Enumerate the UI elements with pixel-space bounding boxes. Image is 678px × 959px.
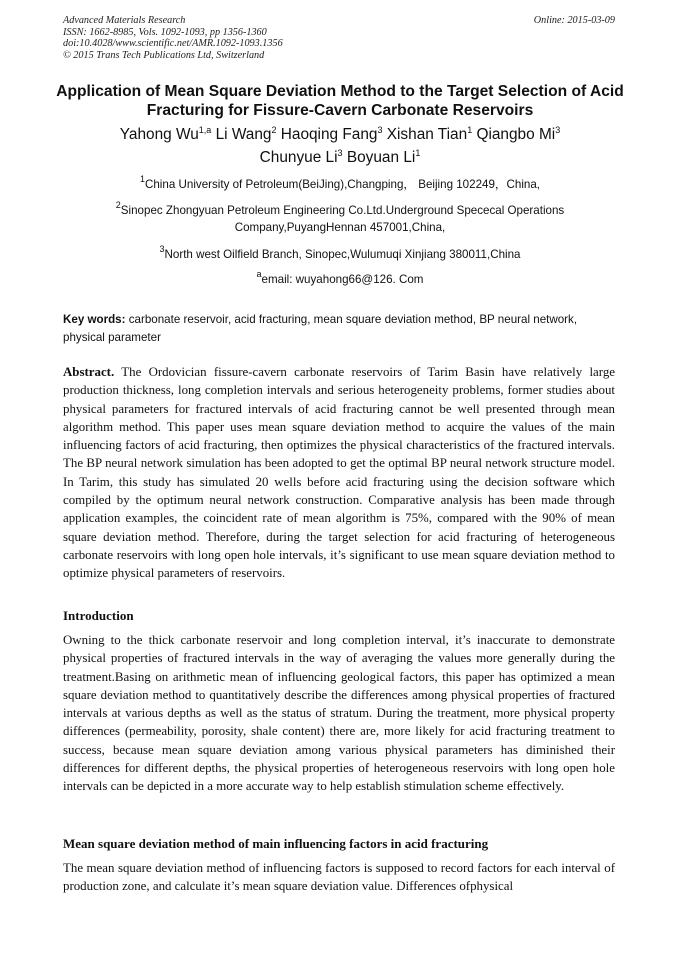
- corresponding-email: $^a$email: wuyahong66@126. Com: [256, 269, 424, 286]
- affiliation: $^3$North west Oilfield Branch, Sinopec,Wulumuqi Xinjiang 380011,China: [159, 244, 521, 261]
- section-heading-msd-method: Mean square deviation method of main influencing factors in acid fracturing: [63, 836, 489, 851]
- introduction-paragraph: Owning to the thick carbonate reservoir and long completion interval, it’s inaccurate to demonstrate physical properties of fractured intervals in the way of averaging the values more generally during the treatment.Basing on arithmetic mean of influencing geological factors, this paper has optimized a mean square deviation method to quantitatively describe the differences among physical properties of fractured intervals at various depths as well as the status of stratum. During the treatment, more physical property differences (permeability, porosity, shale content) there are, more likely for acid fracturing treatment to success, because mean square deviation among various physical parameters has diminished their differences for different depths, the physical properties of heterogeneous reservoirs with long open hole intervals can be depicted in a more accurate way to help establish stimulation scheme effectively.: [63, 633, 615, 794]
- affiliation: $^2$Sinopec Zhongyuan Petroleum Engineering Co.Ltd.Underground Spececal Operations Company,PuyangHennan 457001,China,: [115, 200, 565, 234]
- author: Boyuan Li$^1$: [346, 148, 421, 166]
- author: Qiangbo Mi$^3$: [476, 125, 561, 143]
- affiliation: $^1$China University of Petroleum(BeiJing),Changping， Beijing 102249，China,: [139, 174, 541, 191]
- abstract-text: The Ordovician fissure-cavern carbonate reservoirs of Tarim Basin have relatively large production thickness, long completion intervals and serious heterogeneity problems, former studies about physical parameters for fractured intervals of acid fracturing cannot be well presented through mean algorithm method. This paper uses mean square deviation method to acquire the values of the main influencing factors of acid fracturing, then optimizes the physical characteristics of the fractured intervals. The BP neural network simulation has been adopted to get the optimal BP neural network structure model. In Tarim, this study has simulated 20 wells before acid fracturing using the decision software which compiled by the optimum neural network construction. Comparative analysis has been made through application examples, the coincident rate of mean algorithm is 75%, compared with the 90% of mean square deviation method. Therefore, during the target selection for acid fracturing of heterogeneous carbonate reservoirs with long open hole intervals, it’s significant to use mean square deviation method to optimize physical parameters of reservoirs.: [63, 365, 615, 581]
- author: Li Wang$^2$: [215, 125, 277, 143]
- msd-method-paragraph: The mean square deviation method of influencing factors is supposed to record factors for each interval of production zone, and calculate it’s mean square deviation value. Differences ofphysical: [63, 861, 615, 894]
- keywords-text: carbonate reservoir, acid fracturing, mean square deviation method, BP neural network, physical parameter: [63, 313, 578, 344]
- keywords: [63, 311, 615, 347]
- doi-line: doi:10.4028/www.scientific.net/AMR.1092-1093.1356: [63, 38, 283, 50]
- author: Yahong Wu$^{1,a}$: [119, 125, 212, 143]
- issn-line: ISSN: 1662-8985, Vols. 1092-1093, pp 1356-1360: [63, 26, 267, 38]
- journal-header: [63, 15, 615, 61]
- author: Xishan Tian$^1$: [386, 125, 473, 143]
- author: Haoqing Fang$^3$: [280, 125, 383, 143]
- abstract: [63, 363, 615, 583]
- journal-name: Advanced Materials Research: [63, 15, 186, 26]
- copyright-line: © 2015 Trans Tech Publications Ltd, Switzerland: [63, 49, 265, 61]
- section-heading-introduction: Introduction: [63, 608, 134, 623]
- author-list: [40, 123, 640, 169]
- online-date: Online: 2015-03-09: [533, 15, 615, 26]
- abstract-label: Abstract.: [63, 365, 115, 379]
- paper-title: Application of Mean Square Deviation Method to the Target Selection of Acid Fracturing for Fissure-Cavern Carbonate Reservoirs: [56, 83, 624, 119]
- keywords-label: Key words:: [63, 313, 126, 326]
- author: Chunyue Li$^3$: [259, 148, 343, 166]
